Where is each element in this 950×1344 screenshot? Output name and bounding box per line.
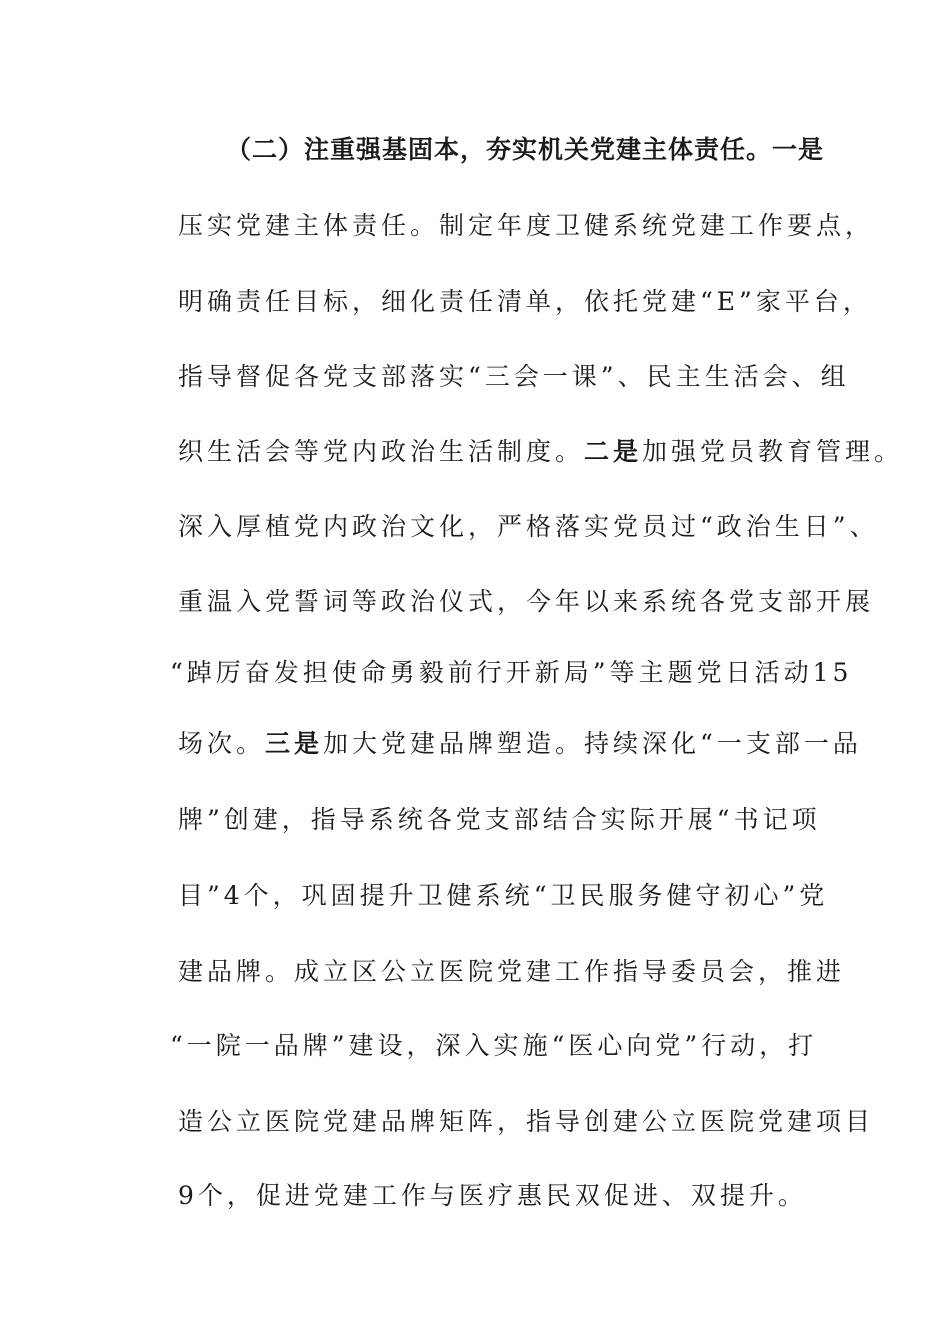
paragraph-heading-line [226,130,886,170]
text-line [178,432,904,472]
section-heading: （二）注重强基固本，夯实机关党建主体责任。一是 [226,135,825,164]
text-line: “一院一品牌”建设，深入实施“医心向党”行动，打 [170,1031,818,1060]
text-line: “踔厉奋发担使命勇毅前行开新局”等主题党日活动15 [170,658,853,687]
text-line: 造公立医院党建品牌矩阵，指导创建公立医院党建项目 [178,1107,875,1136]
text-line: 指导督促各党支部落实“三会一课”、民主生活会、组 [178,362,850,391]
text-line: 9个，促进党建工作与医疗惠民双促进、双提升。 [178,1181,807,1210]
text-segment: 织生活会等党内政治生活制度。 [178,437,585,466]
text-line [178,724,862,764]
text-segment: 加大党建品牌塑造。持续深化“一支部一品 [323,729,862,758]
text-line: 压实党建主体责任。制定年度卫健系统党建工作要点， [178,211,875,240]
text-line: 重温入党誓词等政治仪式，今年以来系统各党支部开展 [178,587,875,616]
text-line: 建品牌。成立区公立医院党建工作指导委员会，推进 [178,957,846,986]
text-segment: 加强党员教育管理。 [642,437,904,466]
text-line: 深入厚植党内政治文化，严格落实党员过“政治生日”、 [178,512,879,541]
text-line: 牌”创建，指导系统各党支部结合实际开展“书记项 [178,805,821,834]
point-label-three: 三是 [265,729,324,758]
text-line: 目”4个，巩固提升卫健系统“卫民服务健守初心”党 [178,881,829,910]
point-label-two: 二是 [584,437,643,466]
text-segment: 场次。 [178,729,266,758]
text-line: 明确责任目标，细化责任清单，依托党建“E”家平台， [178,287,872,316]
